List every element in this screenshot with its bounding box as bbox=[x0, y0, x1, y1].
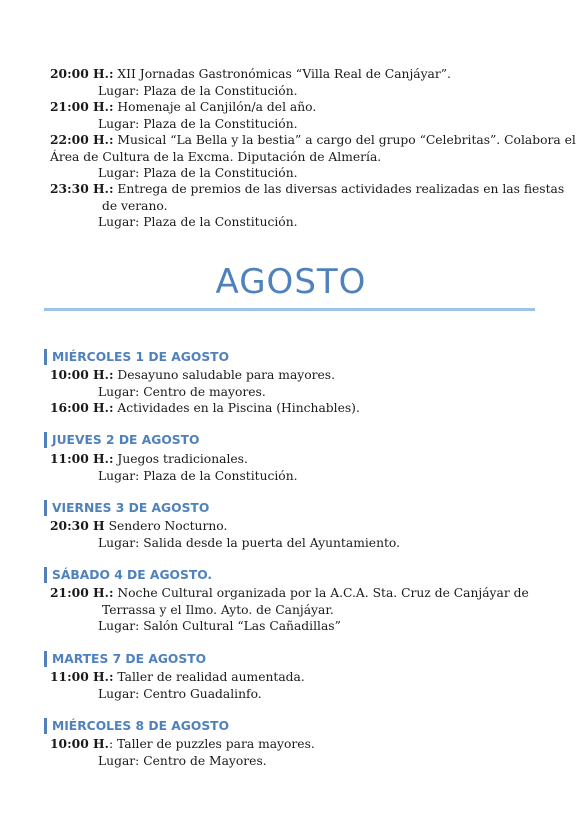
event-text: Noche Cultural organizada por la A.C.A. Sta. Cruz de Canjáyar de bbox=[113, 586, 529, 600]
event-text: Taller de realidad aumentada. bbox=[113, 670, 305, 684]
event-line bbox=[50, 736, 315, 753]
event-text-continuation: Terrassa y el Ilmo. Ayto. de Canjáyar. bbox=[102, 603, 334, 617]
event-text: Actividades en la Piscina (Hinchables). bbox=[113, 401, 360, 415]
day-heading: MIÉRCOLES 1 DE AGOSTO bbox=[44, 349, 229, 365]
event-text: Desayuno saludable para mayores. bbox=[113, 368, 335, 382]
event-location: Lugar: Centro Guadalinfo. bbox=[98, 687, 262, 701]
month-divider bbox=[44, 308, 535, 311]
event-line bbox=[50, 367, 335, 384]
event-line bbox=[50, 66, 451, 83]
event-location: Lugar: Plaza de la Constitución. bbox=[98, 469, 298, 483]
event-text: XII Jornadas Gastronómicas “Villa Real de Canjáyar”. bbox=[113, 67, 451, 81]
event-time: 21:00 H.: bbox=[50, 99, 114, 114]
event-text: Juegos tradicionales. bbox=[113, 452, 248, 466]
event-line bbox=[50, 400, 360, 417]
event-location: Lugar: Salón Cultural “Las Cañadillas” bbox=[98, 619, 341, 633]
event-time: 16:00 H.: bbox=[50, 400, 114, 415]
event-location: Lugar: Plaza de la Constitución. bbox=[98, 215, 298, 229]
event-time: 11:00 H.: bbox=[50, 669, 114, 684]
event-location: Lugar: Salida desde la puerta del Ayuntamiento. bbox=[98, 536, 401, 550]
event-time: 23:30 H.: bbox=[50, 181, 114, 196]
event-text-continuation: Área de Cultura de la Excma. Diputación de Almería. bbox=[50, 150, 382, 164]
day-heading: VIERNES 3 DE AGOSTO bbox=[44, 500, 209, 516]
event-line bbox=[50, 669, 305, 686]
event-text: Entrega de premios de las diversas actividades realizadas en las fiestas bbox=[113, 182, 565, 196]
event-location: Lugar: Centro de mayores. bbox=[98, 385, 266, 399]
event-time: 10:00 H.: bbox=[50, 367, 114, 382]
event-text: : Taller de puzzles para mayores. bbox=[108, 737, 315, 751]
event-location: Lugar: Plaza de la Constitución. bbox=[98, 117, 298, 131]
event-text-continuation: de verano. bbox=[102, 199, 168, 213]
event-line bbox=[50, 132, 576, 149]
event-text: Musical “La Bella y la bestia” a cargo del grupo “Celebritas”. Colabora el bbox=[113, 133, 576, 147]
event-time: 20:00 H.: bbox=[50, 66, 114, 81]
day-heading: SÁBADO 4 DE AGOSTO. bbox=[44, 567, 212, 583]
event-time: 21:00 H.: bbox=[50, 585, 114, 600]
event-line bbox=[50, 99, 316, 116]
day-heading: JUEVES 2 DE AGOSTO bbox=[44, 432, 200, 448]
event-text: Sendero Nocturno. bbox=[104, 519, 228, 533]
event-location: Lugar: Plaza de la Constitución. bbox=[98, 166, 298, 180]
event-location: Lugar: Centro de Mayores. bbox=[98, 754, 267, 768]
event-location: Lugar: Plaza de la Constitución. bbox=[98, 84, 298, 98]
day-heading: MARTES 7 DE AGOSTO bbox=[44, 651, 206, 667]
month-title: AGOSTO bbox=[215, 262, 367, 302]
event-line bbox=[50, 518, 227, 535]
event-line bbox=[50, 181, 564, 198]
event-time: 22:00 H.: bbox=[50, 132, 114, 147]
event-line bbox=[50, 451, 248, 468]
event-time: 11:00 H.: bbox=[50, 451, 114, 466]
event-line bbox=[50, 585, 529, 602]
event-time: 10:00 H. bbox=[50, 736, 109, 751]
day-heading: MIÉRCOLES 8 DE AGOSTO bbox=[44, 718, 229, 734]
event-time: 20:30 H bbox=[50, 518, 105, 533]
event-text: Homenaje al Canjilón/a del año. bbox=[113, 100, 317, 114]
